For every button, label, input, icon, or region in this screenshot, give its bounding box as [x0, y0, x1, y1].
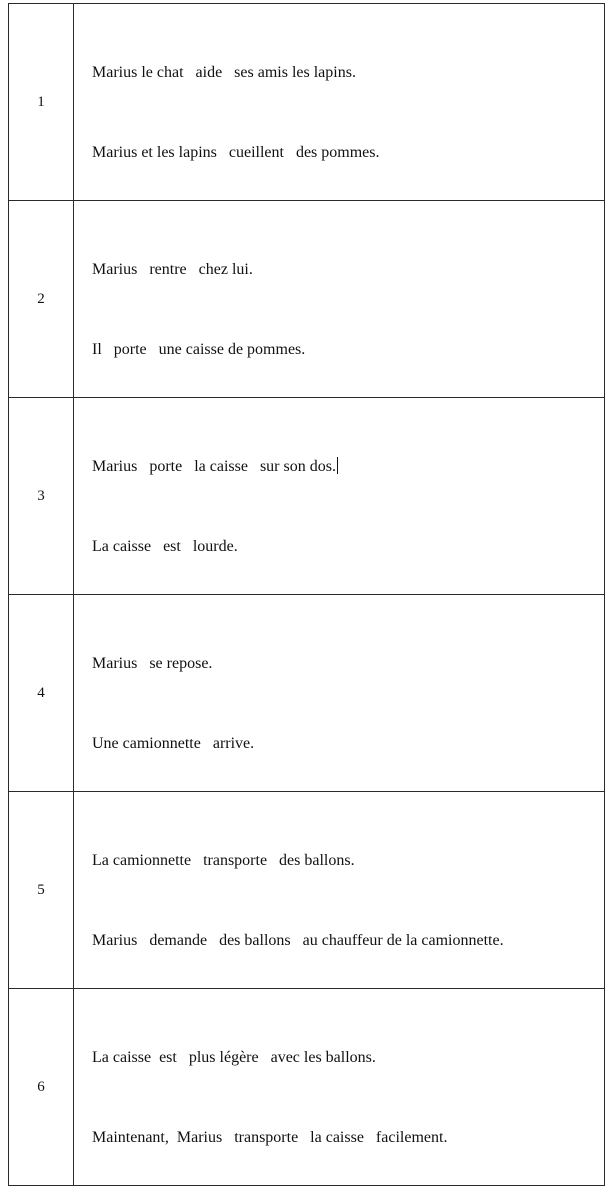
sentence-line-with-caret	[92, 456, 604, 478]
row-text-cell[interactable]	[74, 201, 605, 398]
row-number: 3	[9, 398, 74, 595]
sentence-line: La camionnette transporte des ballons.	[92, 852, 355, 869]
sentence-line: La caisse est plus légère avec les ballons.	[92, 1049, 376, 1066]
sentence-line: Maintenant, Marius transporte la caisse facilement.	[92, 1129, 448, 1146]
sentence-line: Marius et les lapins cueillent des pommes.	[92, 144, 380, 161]
table-row	[9, 792, 605, 989]
row-text-cell[interactable]	[74, 398, 605, 595]
sentence-line: Une camionnette arrive.	[92, 735, 255, 752]
row-text-cell[interactable]	[74, 989, 605, 1186]
table-row	[9, 201, 605, 398]
row-text-cell[interactable]	[74, 595, 605, 792]
sentence-text: Marius porte la caisse sur son dos.	[92, 458, 336, 475]
table-row	[9, 595, 605, 792]
sentence-line: Marius le chat aide ses amis les lapins.	[92, 64, 356, 81]
row-number: 6	[9, 989, 74, 1186]
sentence-line: Marius demande des ballons au chauffeur de la camionnette.	[92, 932, 504, 949]
sentence-line: La caisse est lourde.	[92, 538, 238, 555]
text-cursor	[337, 457, 338, 474]
sentence-line: Marius se repose.	[92, 655, 213, 672]
row-number: 2	[9, 201, 74, 398]
table-row	[9, 398, 605, 595]
row-number: 1	[9, 4, 74, 201]
row-number: 5	[9, 792, 74, 989]
table-row	[9, 989, 605, 1186]
story-table	[8, 3, 605, 1186]
sentence-line: Il porte une caisse de pommes.	[92, 341, 306, 358]
sentence-line: Marius rentre chez lui.	[92, 261, 253, 278]
row-text-cell[interactable]	[74, 4, 605, 201]
table-row	[9, 4, 605, 201]
row-text-cell[interactable]	[74, 792, 605, 989]
row-number: 4	[9, 595, 74, 792]
